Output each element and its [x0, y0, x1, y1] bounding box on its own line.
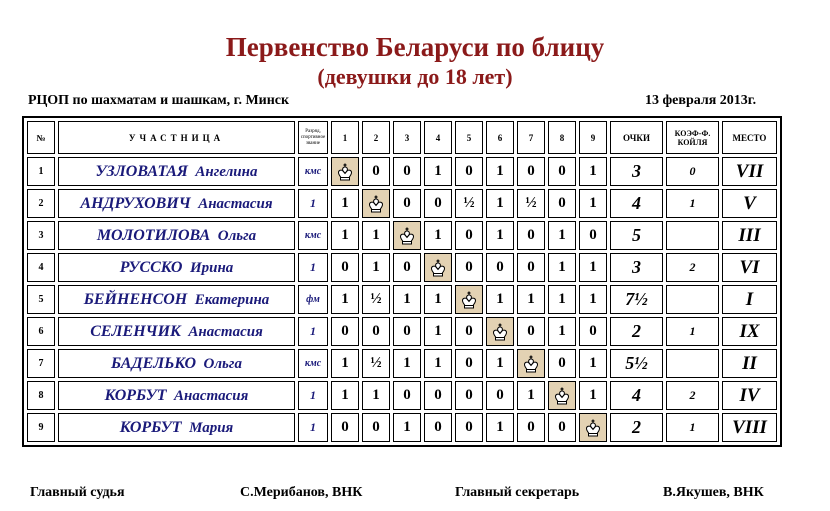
chess-king-icon	[518, 354, 544, 374]
organizer: РЦОП по шахматам и шашкам, г. Минск	[28, 93, 290, 108]
game-result: 1	[486, 413, 514, 442]
game-result: 0	[548, 413, 576, 442]
game-result: 0	[331, 253, 359, 282]
player-rank: кмс	[298, 157, 328, 186]
game-result: 0	[424, 413, 452, 442]
game-result: 0	[548, 189, 576, 218]
game-result: 0	[393, 157, 421, 186]
header-place: МЕСТО	[722, 121, 777, 154]
chess-king-icon	[394, 226, 420, 246]
chess-king-icon	[456, 290, 482, 310]
game-result: 1	[393, 285, 421, 314]
game-result: 0	[393, 253, 421, 282]
game-result: 0	[393, 381, 421, 410]
game-result: ½	[455, 189, 483, 218]
game-result: 0	[517, 221, 545, 250]
player-rank: фм	[298, 285, 328, 314]
game-result: 0	[393, 317, 421, 346]
header-round-4: 4	[424, 121, 452, 154]
player-surname: АНДРУХОВИЧ	[80, 194, 191, 212]
game-result: 0	[517, 157, 545, 186]
game-result: 1	[579, 349, 607, 378]
header-round-2: 2	[362, 121, 390, 154]
table-row	[27, 317, 777, 346]
player-points: 2	[610, 413, 663, 442]
player-place: I	[722, 285, 777, 314]
player-number: 4	[27, 253, 55, 282]
game-result: 0	[517, 413, 545, 442]
game-result: 1	[393, 349, 421, 378]
game-result: 0	[579, 317, 607, 346]
game-result: 1	[331, 349, 359, 378]
game-result: 0	[455, 413, 483, 442]
game-result: 0	[455, 317, 483, 346]
player-coef: 1	[666, 189, 719, 218]
player-number: 6	[27, 317, 55, 346]
player-number: 2	[27, 189, 55, 218]
player-name	[58, 349, 295, 378]
player-coef: 2	[666, 253, 719, 282]
header-rank: Разряд, спортивное звание	[298, 121, 328, 154]
game-result: 1	[424, 317, 452, 346]
chess-king-icon	[487, 322, 513, 342]
header-round-7: 7	[517, 121, 545, 154]
game-result: 1	[424, 221, 452, 250]
player-name	[58, 253, 295, 282]
self-cell	[393, 221, 421, 250]
player-first-name: Екатерина	[194, 291, 270, 308]
game-result: 1	[486, 349, 514, 378]
game-result: 1	[517, 285, 545, 314]
player-surname: КОРБУТ	[119, 418, 182, 436]
game-result: 1	[548, 253, 576, 282]
game-result: ½	[362, 285, 390, 314]
game-result: 0	[455, 381, 483, 410]
player-number: 5	[27, 285, 55, 314]
player-place: IX	[722, 317, 777, 346]
self-cell	[424, 253, 452, 282]
header-round-8: 8	[548, 121, 576, 154]
game-result: 1	[331, 189, 359, 218]
player-surname: КОРБУТ	[104, 386, 167, 404]
game-result: 1	[362, 381, 390, 410]
player-points: 3	[610, 157, 663, 186]
player-points: 4	[610, 381, 663, 410]
game-result: 0	[548, 157, 576, 186]
game-result: 1	[331, 285, 359, 314]
chess-king-icon	[549, 386, 575, 406]
game-result: 1	[424, 349, 452, 378]
game-result: 1	[362, 253, 390, 282]
table-row	[27, 253, 777, 282]
game-result: 0	[424, 189, 452, 218]
game-result: 0	[424, 381, 452, 410]
player-number: 1	[27, 157, 55, 186]
game-result: 1	[579, 285, 607, 314]
player-name	[58, 413, 295, 442]
header-num: №	[27, 121, 55, 154]
game-result: 0	[548, 349, 576, 378]
player-surname: МОЛОТИЛОВА	[96, 226, 211, 244]
player-place: VI	[722, 253, 777, 282]
header-round-5: 5	[455, 121, 483, 154]
game-result: 0	[455, 349, 483, 378]
self-cell	[455, 285, 483, 314]
table-row	[27, 349, 777, 378]
player-place: II	[722, 349, 777, 378]
self-cell	[517, 349, 545, 378]
player-first-name: Анастасия	[188, 323, 263, 340]
self-cell	[331, 157, 359, 186]
player-points: 4	[610, 189, 663, 218]
player-number: 8	[27, 381, 55, 410]
header-row	[27, 121, 777, 154]
player-first-name: Ольга	[203, 355, 242, 372]
player-rank: 1	[298, 253, 328, 282]
game-result: 1	[579, 381, 607, 410]
player-first-name: Ольга	[217, 227, 257, 244]
page-title: Первенство Беларуси по блицу	[225, 32, 605, 62]
player-rank: 1	[298, 317, 328, 346]
event-date: 13 февраля 2013г.	[645, 93, 757, 108]
self-cell	[548, 381, 576, 410]
player-place: VIII	[722, 413, 777, 442]
player-points: 3	[610, 253, 663, 282]
chief-judge-label: Главный судья	[30, 485, 125, 500]
game-result: 1	[548, 317, 576, 346]
chess-king-icon	[425, 258, 451, 278]
game-result: 1	[579, 157, 607, 186]
player-surname: БЕЙНЕНСОН	[83, 290, 188, 308]
game-result: 1	[393, 413, 421, 442]
header-round-3: 3	[393, 121, 421, 154]
game-result: 1	[579, 189, 607, 218]
table-row	[27, 189, 777, 218]
chief-secretary-label: Главный секретарь	[455, 485, 580, 500]
page-subtitle: (девушки до 18 лет)	[317, 64, 513, 89]
game-result: 0	[455, 253, 483, 282]
game-result: 1	[517, 381, 545, 410]
game-result: 1	[548, 285, 576, 314]
table-row	[27, 157, 777, 186]
player-place: IV	[722, 381, 777, 410]
game-result: 1	[331, 381, 359, 410]
table-row	[27, 413, 777, 442]
game-result: 0	[362, 413, 390, 442]
header-round-9: 9	[579, 121, 607, 154]
game-result: 1	[424, 285, 452, 314]
chief-secretary-name: В.Якушев, ВНК	[663, 485, 764, 500]
game-result: 1	[486, 221, 514, 250]
player-points: 2	[610, 317, 663, 346]
player-rank: кмс	[298, 221, 328, 250]
chess-king-icon	[363, 194, 389, 214]
player-first-name: Анастасия	[173, 387, 249, 404]
player-points: 5	[610, 221, 663, 250]
game-result: 1	[486, 285, 514, 314]
player-coef: 0	[666, 157, 719, 186]
game-result: 0	[455, 221, 483, 250]
game-result: 0	[517, 253, 545, 282]
player-number: 7	[27, 349, 55, 378]
player-name	[58, 189, 295, 218]
player-points: 5½	[610, 349, 663, 378]
player-first-name: Ангелина	[195, 163, 258, 180]
player-name	[58, 285, 295, 314]
header-round-1: 1	[331, 121, 359, 154]
player-name	[58, 381, 295, 410]
game-result: ½	[517, 189, 545, 218]
player-number: 9	[27, 413, 55, 442]
header-points: ОЧКИ	[610, 121, 663, 154]
game-result: 0	[331, 317, 359, 346]
header-participant: УЧАСТНИЦА	[58, 121, 295, 154]
player-place: V	[722, 189, 777, 218]
player-rank: кмс	[298, 349, 328, 378]
game-result: 1	[579, 253, 607, 282]
player-points: 7½	[610, 285, 663, 314]
player-place: III	[722, 221, 777, 250]
game-result: 1	[486, 157, 514, 186]
header-round-6: 6	[486, 121, 514, 154]
self-cell	[362, 189, 390, 218]
game-result: 0	[393, 189, 421, 218]
game-result: 1	[424, 157, 452, 186]
game-result: 0	[486, 253, 514, 282]
game-result: 0	[455, 157, 483, 186]
player-coef: 2	[666, 381, 719, 410]
game-result: 0	[517, 317, 545, 346]
game-result: 0	[486, 381, 514, 410]
header-coef: КОЭФ-Ф. КОЙЛЯ	[666, 121, 719, 154]
player-rank: 1	[298, 413, 328, 442]
player-place: VII	[722, 157, 777, 186]
player-coef	[666, 285, 719, 314]
player-name	[58, 157, 295, 186]
table-row	[27, 285, 777, 314]
chess-king-icon	[332, 162, 358, 182]
self-cell	[486, 317, 514, 346]
player-surname: УЗЛОВАТАЯ	[95, 162, 188, 180]
player-coef: 1	[666, 413, 719, 442]
table-row	[27, 221, 777, 250]
player-number: 3	[27, 221, 55, 250]
chief-judge-name: С.Мерибанов, ВНК	[240, 485, 363, 500]
player-rank: 1	[298, 189, 328, 218]
game-result: 0	[362, 317, 390, 346]
crosstable	[22, 116, 782, 447]
game-result: 1	[362, 221, 390, 250]
game-result: 1	[548, 221, 576, 250]
player-first-name: Анастасия	[198, 195, 273, 212]
game-result: 1	[331, 221, 359, 250]
player-coef	[666, 221, 719, 250]
self-cell	[579, 413, 607, 442]
player-surname: БАДЕЛЬКО	[111, 354, 197, 372]
player-name	[58, 221, 295, 250]
player-first-name: Мария	[189, 419, 234, 436]
chess-king-icon	[580, 418, 606, 438]
player-first-name: Ирина	[189, 259, 234, 276]
player-coef	[666, 349, 719, 378]
game-result: 1	[486, 189, 514, 218]
player-surname: СЕЛЕНЧИК	[90, 322, 181, 340]
game-result: 0	[362, 157, 390, 186]
game-result: 0	[331, 413, 359, 442]
player-name	[58, 317, 295, 346]
player-surname: РУССКО	[119, 258, 183, 276]
game-result: ½	[362, 349, 390, 378]
player-rank: 1	[298, 381, 328, 410]
game-result: 0	[579, 221, 607, 250]
table-row	[27, 381, 777, 410]
player-coef: 1	[666, 317, 719, 346]
